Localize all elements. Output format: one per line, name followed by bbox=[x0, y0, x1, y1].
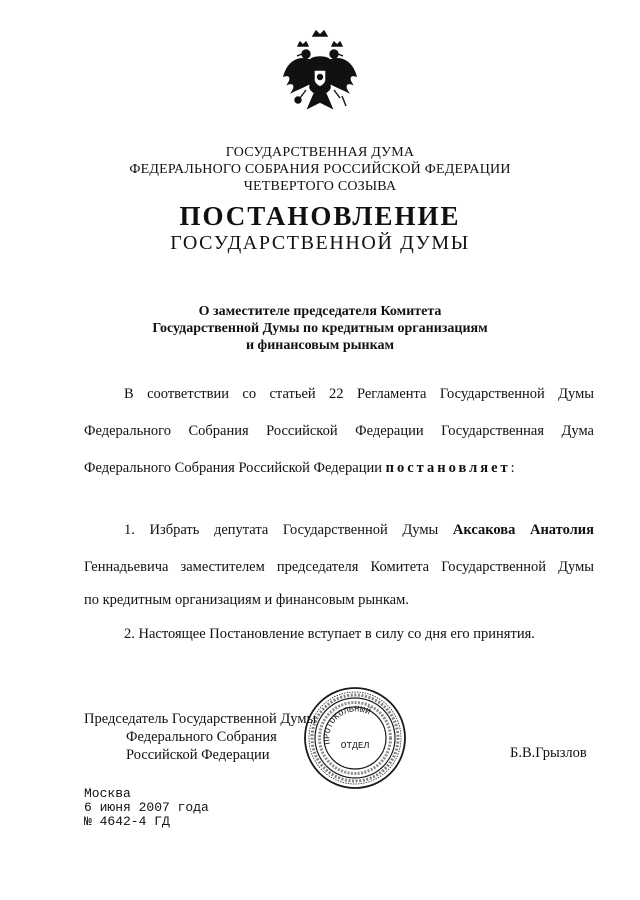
issue-date: 6 июня 2007 года bbox=[84, 800, 209, 815]
item-1-lead: 1. Избрать депутата Государственной Думы bbox=[124, 522, 439, 538]
stamp-center-text: ОТДЕЛ bbox=[340, 740, 370, 751]
preamble-colon: : bbox=[510, 460, 515, 476]
document-title: ПОСТАНОВЛЕНИЕ bbox=[179, 201, 461, 231]
item-1-line-2: Геннадьевича заместителем председателя Комитета Государственной Думы bbox=[84, 559, 594, 575]
topic-line-3: и финансовым рынкам bbox=[245, 338, 395, 353]
topic-line-2: Государственной Думы по кредитным организациям bbox=[152, 321, 488, 336]
stamp-inner-text: ПРОТОКОЛЬНЫЙ bbox=[322, 704, 372, 746]
issue-city: Москва bbox=[84, 786, 131, 801]
official-stamp-icon bbox=[303, 686, 407, 790]
preamble-line-1: В соответствии со статьей 22 Регламента Государственной Думы bbox=[124, 386, 594, 402]
svg-text:ПРОТОКОЛЬНЫЙ bbox=[322, 704, 372, 745]
document-subtitle: ГОСУДАРСТВЕННОЙ ДУМЫ bbox=[170, 232, 470, 254]
document-number: № 4642-4 ГД bbox=[84, 814, 170, 829]
preamble-line-2: Федерального Собрания Российской Федерации Государственная Дума bbox=[84, 423, 594, 439]
signatory-name: Б.В.Грызлов bbox=[510, 745, 587, 761]
item-1-line-1 bbox=[124, 522, 594, 539]
signatory-position-line-3: Российской Федерации bbox=[126, 747, 270, 763]
issuer-line-1: ГОСУДАРСТВЕННАЯ ДУМА bbox=[225, 145, 415, 160]
issuer-line-2: ФЕДЕРАЛЬНОГО СОБРАНИЯ РОССИЙСКОЙ ФЕДЕРАЦИИ bbox=[129, 162, 511, 177]
preamble-line-3 bbox=[84, 460, 515, 477]
coat-of-arms-icon bbox=[280, 26, 360, 126]
item-2: 2. Настоящее Постановление вступает в силу со дня его принятия. bbox=[124, 626, 535, 642]
resolves-verb: постановляет bbox=[385, 460, 511, 476]
issuer-line-3: ЧЕТВЕРТОГО СОЗЫВА bbox=[243, 179, 397, 194]
preamble-line-3-text: Федерального Собрания Российской Федерации bbox=[84, 460, 383, 476]
topic-line-1: О заместителе председателя Комитета bbox=[198, 304, 442, 319]
signatory-position-line-2: Федерального Собрания bbox=[126, 729, 277, 745]
deputy-name: Аксакова Анатолия bbox=[452, 522, 594, 538]
signatory-position-line-1: Председатель Государственной Думы bbox=[84, 711, 317, 727]
item-1-line-3: по кредитным организациям и финансовым рынкам. bbox=[84, 592, 409, 608]
